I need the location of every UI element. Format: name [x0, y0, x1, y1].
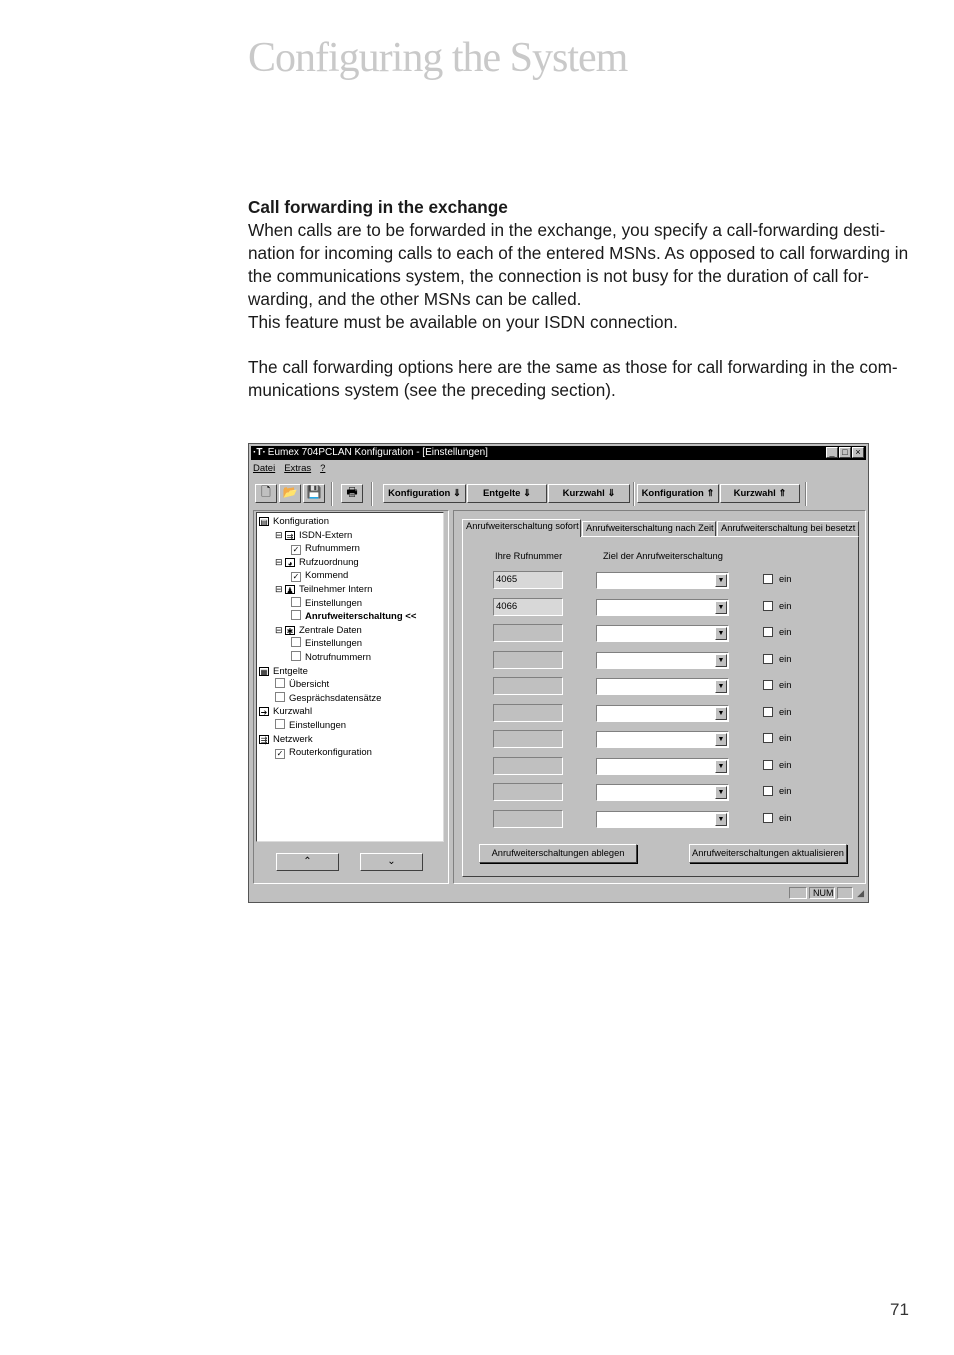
section-text	[248, 196, 913, 402]
kurzwahl-up-button[interactable]: Kurzwahl ⇑	[720, 484, 800, 503]
msn-number-field[interactable]	[493, 730, 563, 748]
destination-select[interactable]	[596, 758, 729, 775]
toolbar	[253, 482, 864, 506]
tree-checkbox[interactable]: ✓	[276, 749, 284, 759]
chevron-down-icon[interactable]: ▼	[715, 627, 727, 640]
tree-expander-icon[interactable]: ⊟	[275, 624, 283, 635]
destination-value	[597, 812, 599, 823]
tree-item-label: Zentrale Daten	[299, 624, 362, 636]
calculator-icon: ▦	[260, 667, 268, 677]
chevron-down-icon[interactable]: ▼	[715, 680, 727, 693]
tree-item-label: Routerkonfiguration	[289, 747, 372, 759]
status-bar	[251, 886, 866, 900]
chevron-down-icon[interactable]: ▼	[715, 786, 727, 799]
kurzwahl-down-button[interactable]: Kurzwahl ⇓	[548, 484, 630, 503]
tree-item[interactable]	[275, 529, 352, 542]
users-icon: ♟	[286, 586, 294, 595]
network-icon: ⇶	[260, 735, 268, 745]
chevron-down-icon[interactable]: ▼	[715, 654, 727, 667]
tree-item-label: Einstellungen	[289, 720, 347, 731]
num-lock-indicator: NUM	[809, 887, 835, 899]
open-folder-icon[interactable]: 📂	[279, 484, 301, 503]
destination-value	[597, 600, 599, 611]
tab-nach-zeit[interactable]: Anrufweiterschaltung nach Zeit	[582, 521, 716, 536]
msn-number-field[interactable]	[493, 783, 563, 801]
enable-checkbox-label: ein	[779, 653, 792, 664]
destination-value	[597, 759, 599, 770]
isdn-icon: ⇉	[286, 531, 294, 541]
tree-item[interactable]	[291, 542, 360, 555]
enable-checkbox-label: ein	[779, 786, 792, 796]
tree-item-label: Gesprächsdatensätze	[289, 692, 382, 704]
tree-checkbox[interactable]: ✓	[292, 545, 300, 555]
tree-item-label: Konfiguration	[273, 516, 329, 527]
tree-item[interactable]	[259, 705, 312, 718]
destination-select[interactable]	[596, 784, 729, 801]
store-forwarding-button[interactable]: Anrufweiterschaltungen ablegen	[479, 844, 637, 863]
enable-checkbox[interactable]	[763, 601, 773, 611]
enable-checkbox-label: ein	[779, 680, 792, 690]
msn-number-field[interactable]	[493, 677, 563, 695]
tree-expander-icon[interactable]: ⊟	[275, 529, 283, 540]
msn-number-field[interactable]: 4065	[493, 571, 563, 589]
tree-item-label: ISDN-Extern	[299, 529, 353, 541]
tree-item[interactable]	[275, 556, 359, 569]
destination-select[interactable]	[596, 705, 729, 722]
chevron-down-icon[interactable]: ▼	[715, 813, 727, 826]
tree-item[interactable]	[275, 583, 372, 596]
tree-item[interactable]	[259, 665, 308, 678]
tree-expander-icon[interactable]: ⊟	[275, 584, 283, 594]
enable-checkbox-label: ein	[779, 733, 792, 743]
destination-select[interactable]	[596, 599, 729, 616]
destination-select[interactable]	[596, 811, 729, 828]
entgelte-down-button[interactable]: Entgelte ⇓	[467, 484, 547, 503]
enable-checkbox-label: ein	[779, 759, 792, 770]
tree-item[interactable]	[259, 733, 313, 746]
minimize-button[interactable]: _	[826, 447, 838, 458]
destination-value	[597, 573, 599, 584]
tree-item[interactable]	[291, 597, 362, 610]
page-title: Configuring the System	[248, 35, 628, 81]
scroll-down-button[interactable]: ⌄	[360, 853, 423, 871]
tree-item-label: Kommend	[305, 570, 349, 582]
tree-checkbox[interactable]: ✓	[292, 572, 300, 582]
tree-item-label: Entgelte	[273, 665, 308, 677]
update-forwarding-button[interactable]: Anrufweiterschaltungen aktualisieren	[689, 844, 847, 863]
destination-value	[597, 732, 599, 743]
tree-item-label: Einstellungen	[305, 638, 363, 650]
chevron-down-icon[interactable]: ▼	[715, 760, 727, 773]
destination-value	[597, 626, 599, 637]
enable-checkbox[interactable]	[763, 574, 773, 584]
enable-checkbox[interactable]	[763, 707, 773, 717]
title-bar	[251, 446, 866, 460]
tree-item-label: Kurzwahl	[273, 706, 313, 718]
tree-item-label: Netzwerk	[273, 733, 313, 745]
tree-checkbox[interactable]	[291, 597, 301, 607]
gear-icon: ✱	[286, 626, 294, 636]
menu-datei[interactable]: Datei	[253, 463, 276, 474]
scroll-up-button[interactable]: ⌃	[276, 853, 339, 871]
tree-item[interactable]	[275, 678, 329, 691]
chevron-down-icon[interactable]: ▼	[715, 601, 727, 614]
enable-checkbox[interactable]	[763, 813, 773, 823]
save-disk-icon[interactable]: 💾	[303, 484, 325, 503]
app-window	[248, 443, 869, 903]
chevron-down-icon[interactable]: ▼	[715, 733, 727, 746]
enable-checkbox-label: ein	[779, 812, 792, 823]
toolbar-separator	[331, 482, 333, 506]
window-title: Eumex 704PCLAN Konfiguration - [Einstellungen]	[267, 447, 488, 458]
destination-select[interactable]	[596, 678, 729, 695]
msn-number-field[interactable]	[493, 651, 563, 669]
destination-value	[597, 679, 599, 690]
enable-checkbox-label: ein	[779, 706, 792, 717]
enable-checkbox-label: ein	[779, 600, 792, 611]
printer-icon[interactable]: 🖶	[341, 484, 363, 503]
navigation-panel	[253, 510, 449, 884]
section-heading: Call forwarding in the exchange	[248, 197, 508, 217]
destination-value	[597, 653, 599, 664]
enable-checkbox-label: ein	[779, 574, 792, 584]
bell-icon: ◕	[285, 558, 295, 567]
menu-bar	[253, 463, 325, 474]
tree-item-label: Teilnehmer Intern	[299, 584, 373, 595]
msn-number-field[interactable]	[493, 757, 563, 775]
destination-value	[597, 706, 599, 717]
status-cell	[837, 887, 853, 899]
destination-value	[597, 785, 599, 796]
resize-grip-icon[interactable]: ◢	[857, 888, 864, 898]
toolbar-separator	[371, 482, 373, 506]
tree-item-label: Anrufweiterschaltung <<	[305, 611, 417, 623]
enable-checkbox[interactable]	[763, 786, 773, 796]
enable-checkbox-label: ein	[779, 627, 792, 637]
tree-checkbox[interactable]	[275, 692, 285, 702]
menu-help[interactable]: ?	[320, 463, 326, 474]
tab-bei-besetzt[interactable]: Anrufweiterschaltung bei besetzt	[717, 521, 859, 536]
column-header-number: Ihre Rufnummer	[495, 551, 563, 561]
status-cell	[789, 887, 807, 899]
tree-item-label: Einstellungen	[305, 597, 363, 609]
tree-item-label: Übersicht	[289, 679, 330, 691]
tree-checkbox[interactable]	[291, 610, 301, 620]
tree-item-label: Rufnummern	[305, 543, 360, 555]
tree-checkbox[interactable]	[275, 719, 285, 729]
enable-checkbox[interactable]	[763, 680, 773, 690]
tree-item[interactable]	[291, 651, 371, 664]
enable-checkbox[interactable]	[763, 733, 773, 743]
tree-item-label: Notrufnummern	[305, 652, 371, 663]
tree-item[interactable]	[291, 569, 348, 582]
paragraph-3: The call forwarding options here are the same as those for call forwarding in the com-munications system (see the preceding section).	[248, 357, 898, 400]
enable-checkbox[interactable]	[763, 654, 773, 664]
column-header-destination: Ziel der Anrufweiterschaltung	[603, 551, 723, 561]
tree-item[interactable]	[275, 692, 381, 705]
new-file-icon[interactable]: 🗋	[255, 484, 277, 503]
computer-icon: ▤	[260, 518, 268, 527]
destination-select[interactable]	[596, 572, 729, 589]
close-button[interactable]: ×	[852, 447, 864, 458]
tree-checkbox[interactable]	[291, 651, 301, 661]
msn-number-field[interactable]: 4066	[493, 598, 563, 616]
konfiguration-down-button[interactable]: Konfiguration ⇓	[383, 484, 466, 503]
konfiguration-up-button[interactable]: Konfiguration ⇑	[637, 484, 719, 503]
tree-checkbox[interactable]	[291, 637, 301, 647]
tree-item[interactable]	[275, 624, 362, 637]
msn-number-field[interactable]	[493, 704, 563, 722]
toolbar-separator	[805, 482, 807, 506]
page-number: 71	[890, 1300, 909, 1319]
menu-extras[interactable]: Extras	[284, 463, 312, 474]
toolbar-separator	[633, 482, 635, 506]
tree-item[interactable]	[275, 746, 372, 759]
msn-number-field[interactable]	[493, 624, 563, 642]
msn-number-field[interactable]	[493, 810, 563, 828]
tree-item-label: Rufzuordnung	[299, 556, 359, 568]
destination-select[interactable]	[596, 652, 729, 669]
tab-content	[462, 536, 859, 877]
tab-sofort[interactable]: Anrufweiterschaltung sofort	[462, 519, 581, 537]
chevron-down-icon[interactable]: ▼	[715, 574, 727, 587]
paragraph-2: This feature must be available on your ISDN connection.	[248, 312, 678, 332]
telekom-logo-icon: ·T·	[253, 447, 266, 458]
configuration-tree[interactable]	[256, 512, 444, 842]
tree-expander-icon[interactable]: ⊟	[275, 556, 283, 567]
paragraph-1: When calls are to be forwarded in the exchange, you specify a call-forwarding desti-nation for incoming calls to each of the entered MSNs. As opposed to call forwarding in the communications system, the connection is not busy for the duration of call for-warding, and the other MSNs can be called.	[248, 220, 909, 309]
tree-item[interactable]	[291, 610, 416, 623]
tree-item[interactable]	[259, 515, 329, 528]
tree-item[interactable]	[275, 719, 346, 732]
tree-item[interactable]	[291, 637, 362, 650]
maximize-button[interactable]: □	[839, 447, 851, 458]
enable-checkbox[interactable]	[763, 627, 773, 637]
arrow-icon: ➔	[260, 708, 268, 718]
destination-select[interactable]	[596, 731, 729, 748]
destination-select[interactable]	[596, 625, 729, 642]
settings-panel	[453, 510, 866, 884]
enable-checkbox[interactable]	[763, 760, 773, 770]
chevron-down-icon[interactable]: ▼	[715, 707, 727, 720]
tree-checkbox[interactable]	[275, 678, 285, 688]
